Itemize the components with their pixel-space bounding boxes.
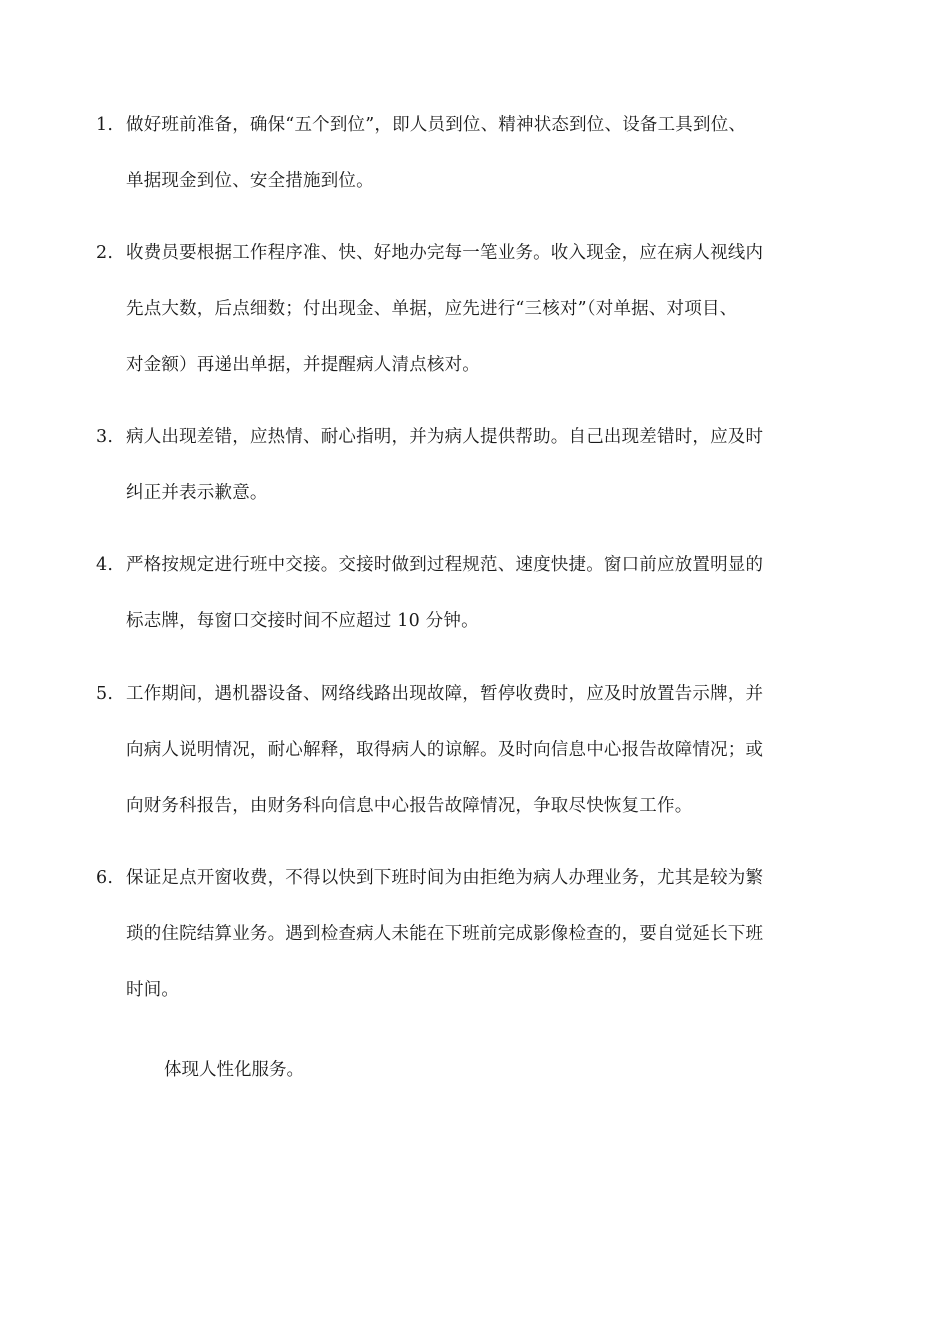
list-item-2	[96, 225, 856, 393]
list-item-1	[96, 97, 856, 209]
item-line: 琐的住院结算业务。遇到检查病人未能在下班前完成影像检查的，要自觉延长下班	[126, 924, 764, 944]
item-line	[96, 537, 856, 593]
item-number: 2.	[96, 243, 114, 263]
list-item-3	[96, 409, 856, 521]
item-text: 保证足点开窗收费，不得以快到下班时间为由拒绝为病人办理业务，尤其是较为繁	[126, 868, 764, 888]
item-text: 做好班前准备，确保“五个到位”，即人员到位、精神状态到位、设备工具到位、	[126, 115, 747, 135]
item-text: 严格按规定进行班中交接。交接时做到过程规范、速度快捷。窗口前应放置明显的	[126, 555, 764, 575]
list-item-6	[96, 850, 856, 1018]
item-line: 时间。	[126, 980, 180, 1000]
item-line: 单据现金到位、安全措施到位。	[126, 171, 374, 191]
item-line: 向财务科报告，由财务科向信息中心报告故障情况，争取尽快恢复工作。	[126, 796, 693, 816]
item-line	[96, 666, 856, 722]
item-line: 对金额）再递出单据，并提醒病人清点核对。	[126, 355, 480, 375]
closing-paragraph: 体现人性化服务。	[164, 1060, 304, 1080]
item-line: 标志牌，每窗口交接时间不应超过 10 分钟。	[126, 611, 479, 631]
item-line: 向病人说明情况，耐心解释，取得病人的谅解。及时向信息中心报告故障情况；或	[126, 740, 764, 760]
list-item-4	[96, 537, 856, 649]
item-text: 病人出现差错，应热情、耐心指明，并为病人提供帮助。自己出现差错时，应及时	[126, 427, 764, 447]
item-line: 先点大数，后点细数；付出现金、单据，应先进行“三核对”（对单据、对项目、	[126, 299, 738, 319]
item-number: 4.	[96, 555, 114, 575]
item-text: 工作期间，遇机器设备、网络线路出现故障，暂停收费时，应及时放置告示牌，并	[126, 684, 764, 704]
item-number: 3.	[96, 427, 114, 447]
item-line	[96, 409, 856, 465]
item-line	[96, 97, 856, 153]
item-line	[96, 225, 856, 281]
item-number: 5.	[96, 684, 114, 704]
item-text: 收费员要根据工作程序准、快、好地办完每一笔业务。收入现金，应在病人视线内	[126, 243, 764, 263]
item-number: 1.	[96, 115, 114, 135]
item-number: 6.	[96, 868, 114, 888]
list-item-5	[96, 666, 856, 834]
item-line	[96, 850, 856, 906]
item-line: 纠正并表示歉意。	[126, 483, 268, 503]
